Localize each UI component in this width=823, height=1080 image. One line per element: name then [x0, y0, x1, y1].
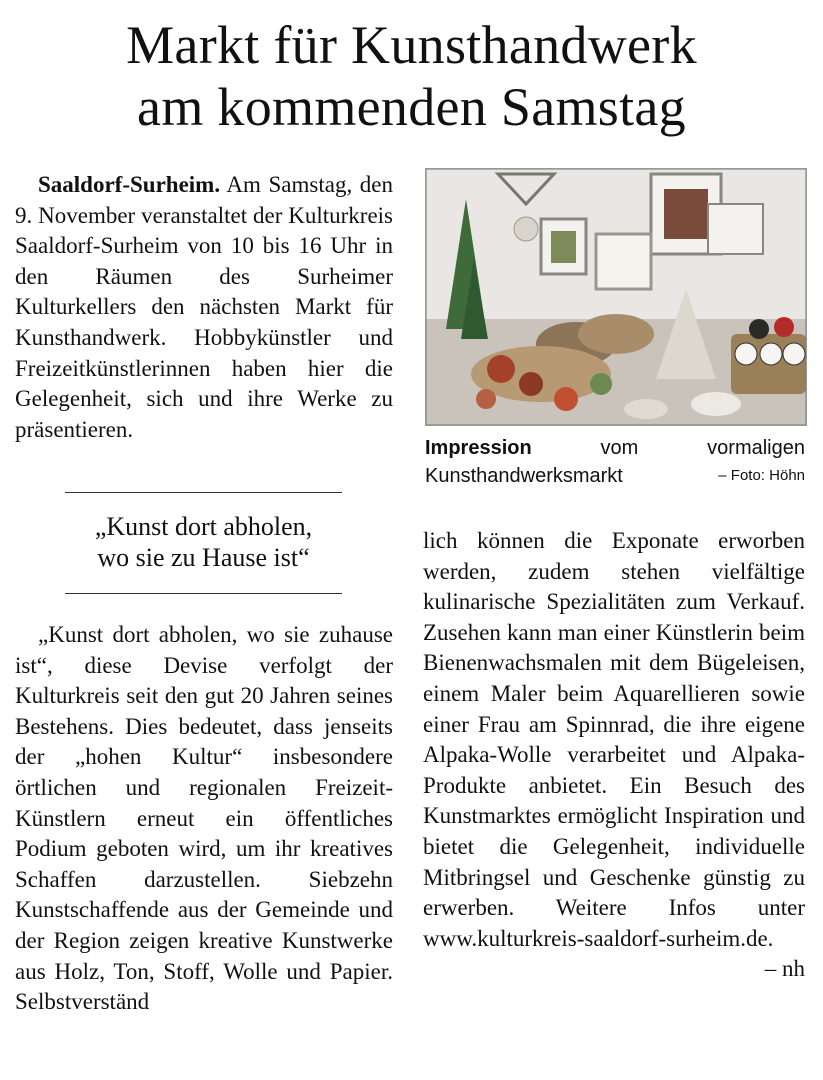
lead-paragraph: [15, 170, 393, 445]
headline-line-2: am kommenden Samstag: [137, 77, 686, 137]
photo-item: [624, 399, 668, 419]
photo-caption: [425, 434, 805, 490]
photo-frame: [708, 204, 763, 254]
caption-title: Impression: [425, 437, 532, 459]
photo-frame-art: [551, 231, 576, 263]
photo-item: [590, 373, 612, 395]
photo-snowman: [760, 343, 782, 365]
body-paragraph-left: „Kunst dort abholen, wo sie zuhause ist“, diese Devise verfolgt der Kulturkreis seit den gut 20 Jahren seines Bestehens. Dies bedeutet, dass jenseits der „hohen Kultur“ insbesondere örtlichen und regionalen Freizeit-Künstlern erneut ein öffentliches Podium geboten wird, um ihr kreatives Schaffen darzustellen. Siebzehn Kunstschaffende aus der Gemeinde und der Region zeigen kreative Kunstwerke aus Holz, Ton, Stoff, Wolle und Papier. Selbstverständ: [15, 622, 393, 1015]
photo-snowman-hat: [774, 317, 794, 337]
author-signoff: – nh: [764, 956, 805, 982]
photo-basket: [578, 314, 654, 354]
photo-item: [554, 387, 578, 411]
lead-text: Am Samstag, den 9. November veranstaltet der Kulturkreis Saaldorf-Surheim von 10 bis 16 Uhr in den Räumen des Surheimer Kulturkellers den nächsten Markt für Kunsthandwerk. Hobbykünstler und Freizeitkünstlerinnen haben hier die Gelegenheit, sich und ihre Werke zu präsentieren.: [15, 172, 393, 442]
photo-credit: – Foto: Höhn: [718, 467, 805, 484]
body-left-column: [15, 620, 393, 1018]
photo-item: [691, 392, 741, 416]
photo-item: [519, 372, 543, 396]
article-photo: [425, 168, 807, 426]
body-right-column: [423, 526, 805, 985]
body-right-text: lich können die Exponate erworben werden, zudem stehen vielfältige kulinarische Spezialitäten zum Verkauf. Zusehen kann man einer Künstlerin beim Bienenwachsmalen mit dem Bügeleisen, einem Maler beim Aquarellieren sowie einer Frau am Spinnrad, die ihre eigene Alpaka-Wolle verarbeitet und Alpaka-Produkte anbietet. Ein Besuch des Kunstmarktes ermöglicht Inspiration und bietet die Gelegenheit, individuelle Mitbringsel und Geschenke günstig zu erwerben. Weitere Infos unter www.kulturkreis-saaldorf-surheim.de.: [423, 528, 805, 951]
photo-item: [487, 355, 515, 383]
photo-snowman: [735, 343, 757, 365]
photo-column: [425, 168, 805, 490]
caption-line-1: [425, 434, 805, 462]
photo-item: [476, 389, 496, 409]
dateline: Saaldorf-Surheim.: [38, 172, 221, 197]
pullquote-rule-top: [65, 492, 342, 493]
pullquote-line-2: wo sie zu Hause ist“: [97, 543, 310, 572]
pullquote-line-1: „Kunst dort abholen,: [94, 512, 313, 541]
lead-column: [15, 170, 393, 445]
caption-word: vormaligen: [707, 437, 805, 459]
pullquote: [35, 511, 372, 573]
headline: [0, 14, 823, 138]
body-paragraph-right: [423, 526, 805, 982]
caption-subject: Kunsthandwerksmarkt: [425, 465, 623, 487]
caption-word: vom: [600, 437, 639, 459]
photo-ornament: [514, 217, 538, 241]
headline-line-1: Markt für Kunsthandwerk: [126, 15, 697, 75]
pullquote-rule-bottom: [65, 593, 342, 594]
pullquote-block: [65, 492, 342, 594]
caption-line-2: [425, 462, 805, 490]
photo-snowman-hat: [749, 319, 769, 339]
photo-snowman: [783, 343, 805, 365]
photo-frame: [596, 234, 651, 289]
photo-frame-art: [664, 189, 708, 239]
